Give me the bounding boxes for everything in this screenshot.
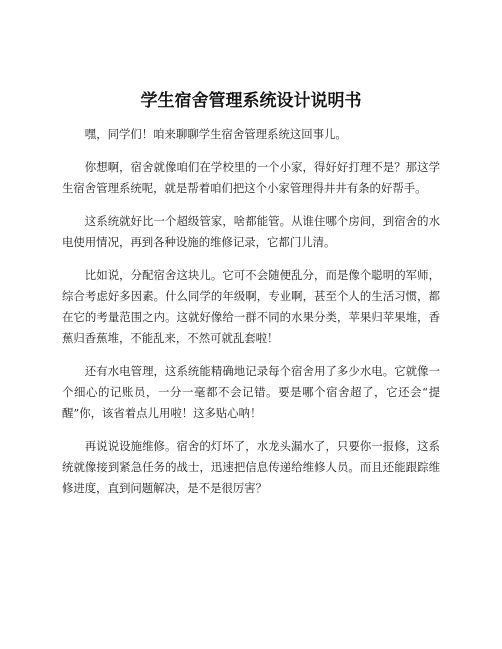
paragraph-overview: 这系统就好比一个超级管家，啥都能管。从谁住哪个房间，到宿舍的水电使用情况，再到各种设施的维修记录，它都门儿清。 — [62, 214, 440, 249]
document-title: 学生宿舍管理系统设计说明书 — [140, 91, 362, 111]
paragraph-room-allocation: 比如说，分配宿舍这块儿。它可不会随便乱分，而是像个聪明的军师，综合考虑好多因素。什么同学的年级啊，专业啊，甚至个人的生活习惯，都在它的考量范围之内。这就好像给一群不同的水果分类，苹果归苹果堆，香蕉归香蕉堆，不能乱来，不然可就乱套啦！ — [62, 268, 440, 345]
paragraph-facility-repair: 再说说设施维修。宿舍的灯坏了，水龙头漏水了，只要你一报修，这系统就像接到紧急任务的战士，迅速把信息传递给维修人员。而且还能跟踪维修进度，直到问题解决，是不是很厉害？ — [62, 439, 440, 495]
document-body — [62, 124, 440, 511]
paragraph-intro: 你想啊，宿舍就像咱们在学校里的一个小家，得好好打理不是？那这学生宿舍管理系统呢，就是帮着咱们把这个小家管理得井井有条的好帮手。 — [62, 160, 440, 195]
paragraph-greeting: 嘿，同学们！咱来聊聊学生宿舍管理系统这回事儿。 — [84, 127, 347, 141]
paragraph-utility-management: 还有水电管理，这系统能精确地记录每个宿舍用了多少水电。它就像一个细心的记账员，一分一毫都不会记错。要是哪个宿舍超了，它还会“提醒”你，该省着点儿用啦！这多贴心呐！ — [62, 364, 440, 420]
